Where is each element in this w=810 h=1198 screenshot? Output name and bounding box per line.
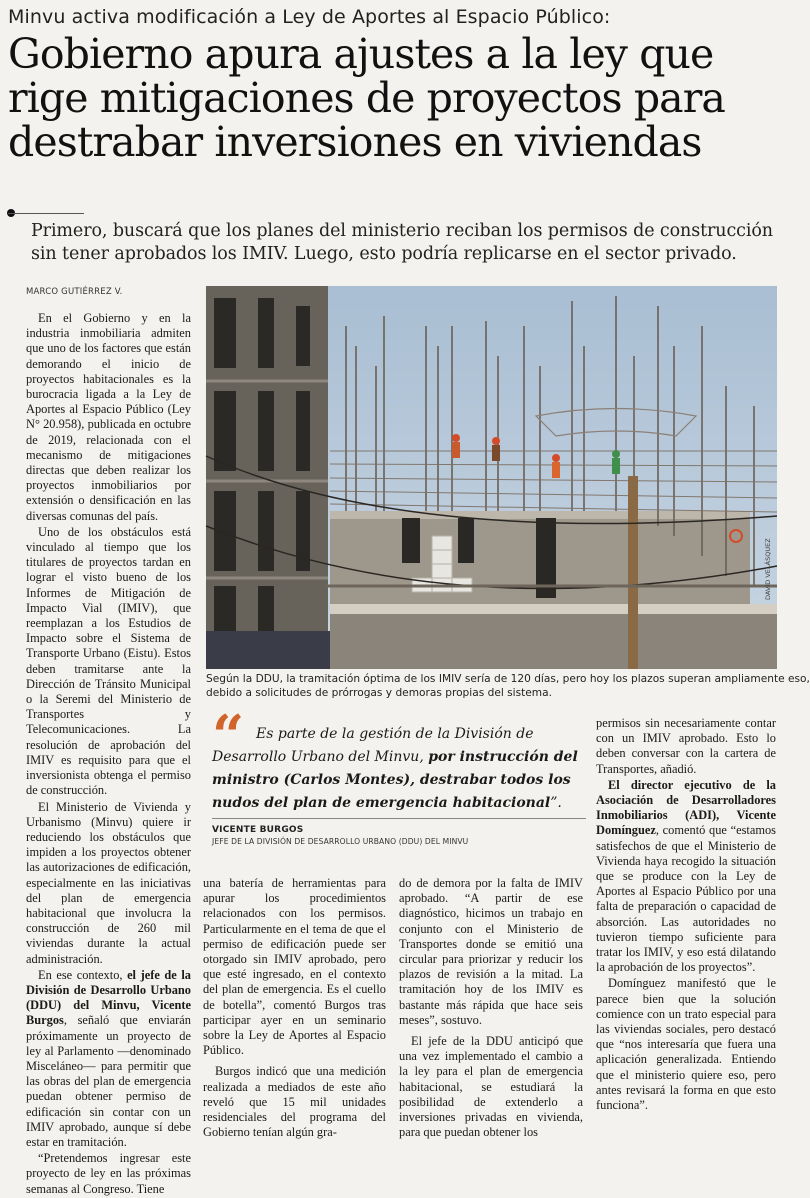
body-column-4 [596, 716, 776, 1114]
paragraph [26, 968, 191, 1150]
caption-line-2: debido a solicitudes de prórrogas y demoras propias del sistema. [206, 687, 552, 699]
quote-mark-icon: “ [212, 703, 245, 769]
paragraph: El jefe de la DDU anticipó que una vez implementado el cambio a la ley para el plan de emergencia habitacional, se estudiará la posibilidad de extenderlo a inversiones privadas en vivienda, para que puedan obtener los [399, 1034, 583, 1140]
quote-bold-text: nudos del plan de emergencia habitacional [212, 795, 551, 811]
paragraph: El Ministerio de Vivienda y Urbanismo (Minvu) quiere ir reduciendo los obstáculos que impiden a los proyectos obtener las autorizaciones de edificación, especialmente en las iniciativas del plan de emergencia habitacional que involucra la construcción de 260 mil viviendas durante la actual administración. [26, 799, 191, 966]
construction-photo [206, 286, 777, 669]
quote-line-2 [212, 746, 588, 769]
section-rule [8, 213, 84, 214]
paragraph [596, 778, 776, 976]
quote-attribution-name: VICENTE BURGOS [212, 825, 304, 835]
quote-attribution-role: JEFE DE LA DIVISIÓN DE DESARROLLO URBANO (DDU) DEL MINVU [212, 837, 469, 846]
text-run: En ese contexto, [38, 967, 128, 982]
paragraph: permisos sin necesariamente contar con un IMIV aprobado. Esto lo deben conversar con la cartera de Transportes, añadió. [596, 716, 776, 776]
quote-bold-text: ministro (Carlos Montes), destrabar todos los [212, 772, 571, 788]
pull-quote [212, 723, 588, 815]
body-column-3 [399, 876, 583, 1141]
article-deck [31, 220, 776, 266]
photo-caption [206, 672, 810, 700]
bold-text-run: el jefe de la División de Desarrollo Urbano (DDU) del Minvu, Vicente Burgos [26, 967, 191, 1028]
body-column-1 [26, 311, 191, 1198]
deck-line-1: Primero, buscará que los planes del ministerio reciban los permisos de construcción [31, 221, 773, 241]
paragraph: una batería de herramientas para apurar los procedimientos relacionados con los permisos. Particularmente en el tema de que el permiso de edificación puede ser otorgado sin IMIV aprobado, pero que esté ingresado, en el contexto del plan de emergencia. Es el cuello de botella”, comentó Burgos tras participar ayer en un seminario sobre la Ley de Aportes al Espacio Público. [203, 876, 386, 1058]
quote-bold-text: por instrucción del [428, 749, 578, 765]
text-run: , señaló que enviarán próximamente un proyecto de ley al Parlamento —denominado Misceláneo— para permitir que las obras del plan de emergencia puedan obtener permiso de edificación sin contar con un IMIV aprobado, aunque sí debe estar en tramitación. [26, 1013, 191, 1149]
headline-line-1: Gobierno apura ajustes a la ley que [8, 30, 714, 78]
caption-line-1: Según la DDU, la tramitación óptima de los IMIV sería de 120 días, pero hoy los plazos superan ampliamente eso, [206, 673, 810, 685]
bold-text-run: El director ejecutivo de la Asociación de Desarrolladores Inmobiliarios (ADI), Vicente Domínguez [596, 777, 776, 838]
quote-line-3 [212, 769, 588, 792]
paragraph: “Pretendemos ingresar este proyecto de ley en las próximas semanas al Congreso. Tiene [26, 1151, 191, 1196]
paragraph: Uno de los obstáculos está vinculado al tiempo que los titulares de proyectos tardan en lograr el visto bueno de los Informes de Mitigación de Impacto Vial (IMIV), que reemplazan a los Estudios de Impacto sobre el Sistema de Transporte Urbano (Eistu). Estos deben tramitarse ante la Dirección de Tránsito Municipal o la Seremi del Ministerio de Transportes y Telecomunicaciones. La resolución de aprobación del IMIV es requisito para que el inversionista obtenga el permiso de construcción. [26, 524, 191, 798]
paragraph: Burgos indicó que una medición realizada a mediados de este año reveló que 15 mil unidades residenciales del programa del Gobierno tenían algún gra- [203, 1064, 386, 1140]
article-headline [8, 32, 780, 164]
quote-text: Desarrollo Urbano del Minvu, [212, 749, 429, 765]
paragraph: En el Gobierno y en la industria inmobiliaria admiten que uno de los factores que están demorando el inicio de proyectos habitacionales es la burocracia ligada a la Ley de Aportes al Espacio Público (Ley N° 20.958), publicada en octubre de 2019, relacionada con el mecanismo de mitigaciones directas que deben realizar los proyectos inmobiliarios por extensión o densificación en las diversas comunas del país. [26, 311, 191, 523]
quote-text: ”. [550, 795, 562, 811]
deck-line-2: sin tener aprobados los IMIV. Luego, esto podría replicarse en el sector privado. [31, 244, 737, 264]
paragraph: Domínguez manifestó que le parece bien que la solución comience con un trato especial para las viviendas sociales, pero destacó que “nos interesaría que fuera una aplicación generalizada. Entiendo que el ministerio quiere eso, pero antes revisará la forma en que esto funciona”. [596, 976, 776, 1113]
headline-line-3: destrabar inversiones en viviendas [8, 118, 702, 166]
article-byline: MARCO GUTIÉRREZ V. [26, 287, 123, 297]
article-kicker: Minvu activa modificación a Ley de Aportes al Espacio Público: [8, 6, 611, 28]
quote-line-4 [212, 792, 588, 815]
quote-divider [212, 818, 586, 819]
quote-line-1: Es parte de la gestión de la División de [256, 726, 534, 742]
headline-line-2: rige mitigaciones de proyectos para [8, 74, 725, 122]
body-column-2 [203, 876, 386, 1141]
paragraph: do de demora por la falta de IMIV aprobado. “A partir de ese diagnóstico, hicimos un trabajo en conjunto con el Ministerio de Transportes donde se emitió una circular para priorizar y reducir los plazos de revisión a la mitad. La tramitación hoy de los IMIV es bastante más rápida que hace seis meses”, sostuvo. [399, 876, 583, 1027]
photo-credit: DAVID VELÁSQUEZ [764, 538, 772, 600]
text-run: , comentó que “estamos satisfechos de que el Ministerio de Vivienda haya recogido la situación que se produce con la Ley de Aportes al Espacio Público por una falta de preparación o capacidad de absorción. Las autoridades no tuvieron tiempo suficiente para tratar los IMIV, y eso está dilatando la aprobación de los proyectos”. [596, 823, 776, 975]
